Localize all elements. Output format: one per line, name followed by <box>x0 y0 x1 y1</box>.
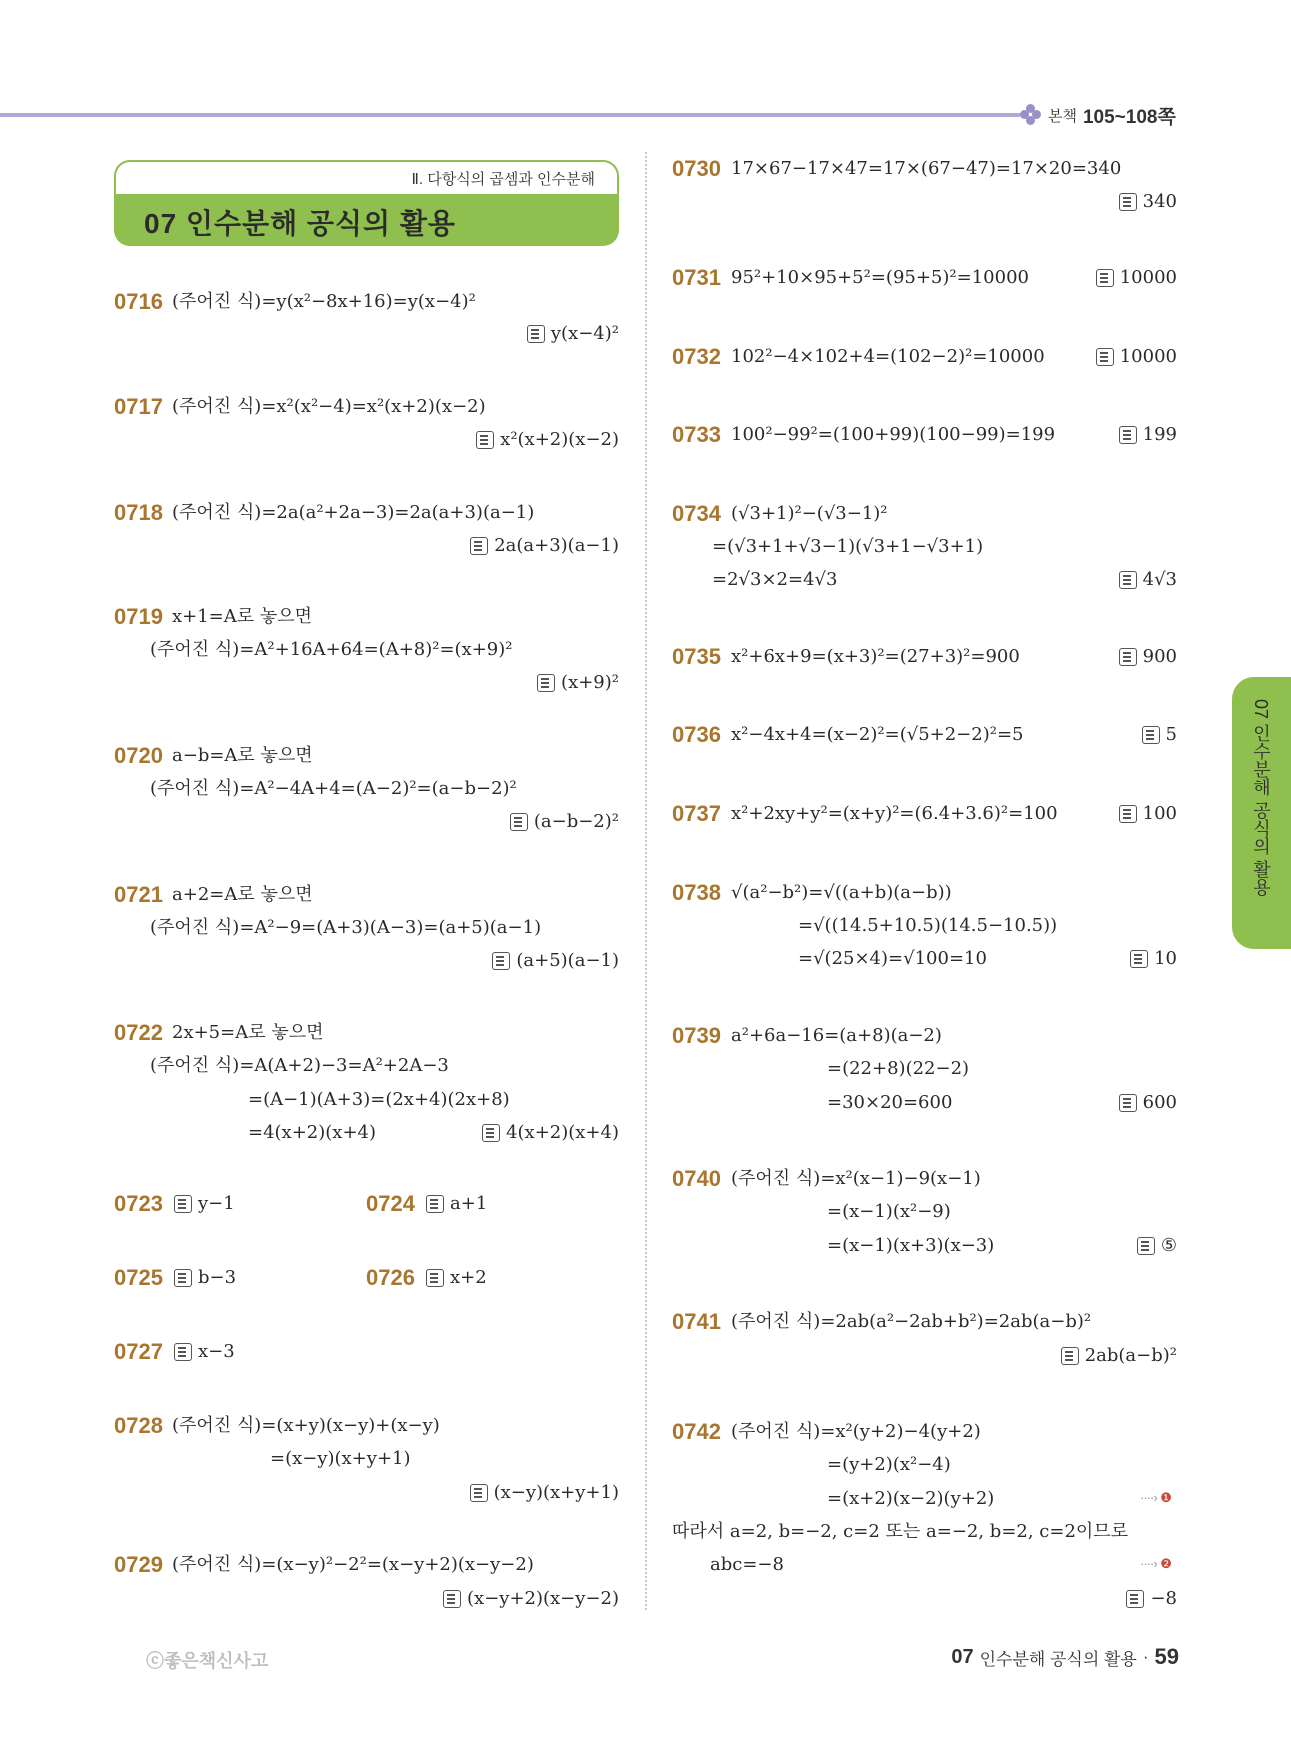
answer: x−3 <box>174 1340 235 1364</box>
solution-line: 102²−4×102+4=(102−2)²=10000 <box>731 346 1045 367</box>
solution-line: =(A−1)(A+3)=(2x+4)(2x+8) <box>248 1089 510 1110</box>
page-ref-range: 105~108쪽 <box>1082 106 1176 128</box>
page-reference <box>1020 101 1176 129</box>
solution-line: (주어진 식)=y(x²−8x+16)=y(x−4)² <box>172 291 476 312</box>
step-marker: ····› ❷ <box>1140 1556 1172 1571</box>
problem-number: 0716 <box>114 289 163 314</box>
chapter-part-bar <box>114 160 619 196</box>
problem-number: 0730 <box>672 156 721 181</box>
solution-line: =(y+2)(x²−4) <box>827 1454 951 1475</box>
solution-line: (주어진 식)=x²(x²−4)=x²(x+2)(x−2) <box>172 396 486 417</box>
solution-line: =4(x+2)(x+4) <box>248 1122 376 1143</box>
problem-number: 0729 <box>114 1552 163 1577</box>
solution-line: x²−4x+4=(x−2)²=(√5+2−2)²=5 <box>731 724 1024 745</box>
answer: (x−y+2)(x−y−2) <box>443 1587 619 1611</box>
chapter-title: 07 인수분해 공식의 활용 <box>144 208 456 239</box>
answer-icon <box>174 1343 192 1361</box>
answer: 4√3 <box>1119 568 1177 592</box>
solution-line: (주어진 식)=2ab(a²−2ab+b²)=2ab(a−b)² <box>731 1311 1092 1332</box>
solution-line: x²+6x+9=(x+3)²=(27+3)²=900 <box>731 646 1020 667</box>
solution-line: (주어진 식)=A²−4A+4=(A−2)²=(a−b−2)² <box>150 778 517 799</box>
problem-number: 0741 <box>672 1309 721 1334</box>
solution-line: =(x−1)(x²−9) <box>827 1201 951 1222</box>
answer-icon <box>1096 348 1114 366</box>
problem-number: 0734 <box>672 501 721 526</box>
side-tab <box>1232 677 1291 949</box>
solution-line: (주어진 식)=x²(y+2)−4(y+2) <box>731 1421 981 1442</box>
step-marker: ····› ❶ <box>1140 1490 1172 1505</box>
answer-icon <box>174 1195 192 1213</box>
solution-line: a²+6a−16=(a+8)(a−2) <box>731 1025 942 1046</box>
solution-line: (주어진 식)=A²−9=(A+3)(A−3)=(a+5)(a−1) <box>150 917 542 938</box>
answer: 5 <box>1142 723 1177 747</box>
footer-chapter-title: 인수분해 공식의 활용 <box>979 1649 1137 1669</box>
solution-line: =(22+8)(22−2) <box>827 1058 970 1079</box>
page-number: 59 <box>1154 1644 1179 1669</box>
answer: 340 <box>1119 190 1177 214</box>
page-footer <box>951 1644 1179 1670</box>
answer-icon <box>1119 571 1137 589</box>
solution-line: =√((14.5+10.5)(14.5−10.5)) <box>798 915 1058 936</box>
solution-line: =2√3×2=4√3 <box>712 569 838 590</box>
answer: 199 <box>1119 423 1177 447</box>
solution-line: =(x−1)(x+3)(x−3) <box>827 1235 995 1256</box>
answer: 900 <box>1119 645 1177 669</box>
answer-icon <box>1119 648 1137 666</box>
solution-line: √(a²−b²)=√((a+b)(a−b)) <box>731 882 952 903</box>
answer-icon <box>1119 426 1137 444</box>
solution-line: a+2=A로 놓으면 <box>172 884 313 905</box>
problem-number: 0731 <box>672 265 721 290</box>
answer: 2a(a+3)(a−1) <box>470 534 619 558</box>
answer: 10000 <box>1096 345 1177 369</box>
answer: (a−b−2)² <box>510 810 619 834</box>
solution-line: (√3+1)²−(√3−1)² <box>731 503 888 524</box>
answer: a+1 <box>426 1192 487 1216</box>
side-tab-label: 07 인수분해 공식의 활용 <box>1251 699 1271 897</box>
problem-number: 0728 <box>114 1413 163 1438</box>
solution-line: a−b=A로 놓으면 <box>172 745 313 766</box>
problem-number: 0717 <box>114 394 163 419</box>
problem-number: 0725 <box>114 1265 163 1290</box>
solution-line: 따라서 a=2, b=−2, c=2 또는 a=−2, b=2, c=2이므로 <box>672 1521 1129 1542</box>
problem-number: 0719 <box>114 604 163 629</box>
answer: ⑤ <box>1137 1234 1177 1258</box>
answer-icon <box>1119 193 1137 211</box>
problem-number: 0740 <box>672 1166 721 1191</box>
solution-line: (주어진 식)=A²+16A+64=(A+8)²=(x+9)² <box>150 639 513 660</box>
chapter-heading <box>114 160 619 246</box>
solution-line: =30×20=600 <box>827 1092 953 1113</box>
problem-number: 0737 <box>672 801 721 826</box>
answer: x²(x+2)(x−2) <box>476 428 619 452</box>
answer: −8 <box>1126 1587 1177 1611</box>
problem-number: 0735 <box>672 644 721 669</box>
answer-icon <box>1119 1094 1137 1112</box>
answer: 10000 <box>1096 266 1177 290</box>
problem-number: 0727 <box>114 1339 163 1364</box>
solution-line: abc=−8 <box>710 1554 784 1575</box>
answer-icon <box>470 1484 488 1502</box>
problem-number: 0720 <box>114 743 163 768</box>
solution-line: (주어진 식)=A(A+2)−3=A²+2A−3 <box>150 1055 449 1076</box>
answer-icon <box>443 1590 461 1608</box>
answer-icon <box>1126 1590 1144 1608</box>
answer-icon <box>1096 269 1114 287</box>
solution-line: x+1=A로 놓으면 <box>172 606 313 627</box>
answer: 10 <box>1130 947 1177 971</box>
header-rule <box>0 113 1020 117</box>
problem-number: 0732 <box>672 344 721 369</box>
bullet-dot: · <box>1142 1647 1149 1666</box>
solution-line: =(x−y)(x+y+1) <box>270 1448 411 1469</box>
problem-number: 0726 <box>366 1265 415 1290</box>
answer-icon <box>1142 726 1160 744</box>
answer-icon <box>470 537 488 555</box>
column-divider <box>645 152 647 1610</box>
answer-icon <box>537 674 555 692</box>
answer-icon <box>510 813 528 831</box>
problem-number: 0733 <box>672 422 721 447</box>
answer-icon <box>174 1269 192 1287</box>
solution-line: 2x+5=A로 놓으면 <box>172 1022 324 1043</box>
solution-line: 17×67−17×47=17×(67−47)=17×20=340 <box>731 158 1122 179</box>
answer-icon <box>482 1124 500 1142</box>
flower-dots-icon <box>1020 104 1042 126</box>
answer-icon <box>492 952 510 970</box>
answer: 600 <box>1119 1091 1177 1115</box>
solution-line: (주어진 식)=(x−y)²−2²=(x−y+2)(x−y−2) <box>172 1554 534 1575</box>
chapter-part: Ⅱ. 다항식의 곱셈과 인수분해 <box>411 171 595 188</box>
answer-icon <box>476 431 494 449</box>
problem-number: 0736 <box>672 722 721 747</box>
solution-line: =(√3+1+√3−1)(√3+1−√3+1) <box>712 536 984 557</box>
answer: y(x−4)² <box>527 322 619 346</box>
answer: 4(x+2)(x+4) <box>482 1121 619 1145</box>
problem-number: 0738 <box>672 880 721 905</box>
answer: (x+9)² <box>537 671 619 695</box>
problem-number: 0723 <box>114 1191 163 1216</box>
solution-line: =√(25×4)=√100=10 <box>798 948 987 969</box>
problem-number: 0742 <box>672 1419 721 1444</box>
answer-icon <box>1061 1347 1079 1365</box>
solution-line: x²+2xy+y²=(x+y)²=(6.4+3.6)²=100 <box>731 803 1058 824</box>
answer-icon <box>1137 1237 1155 1255</box>
answer-icon <box>426 1195 444 1213</box>
answer: (x−y)(x+y+1) <box>470 1481 619 1505</box>
solution-line: 100²−99²=(100+99)(100−99)=199 <box>731 424 1056 445</box>
answer: 100 <box>1119 802 1177 826</box>
footer-chapter-number: 07 <box>951 1645 974 1668</box>
answer: x+2 <box>426 1266 487 1290</box>
copyright: ⓒ좋은책신사고 <box>146 1651 269 1671</box>
page-ref-prefix: 본책 <box>1048 107 1077 125</box>
answer-icon <box>426 1269 444 1287</box>
problem-number: 0718 <box>114 500 163 525</box>
answer-icon <box>1130 950 1148 968</box>
problem-number: 0739 <box>672 1023 721 1048</box>
solution-line: (주어진 식)=2a(a²+2a−3)=2a(a+3)(a−1) <box>172 502 535 523</box>
answer: (a+5)(a−1) <box>492 949 619 973</box>
solution-line: =(x+2)(x−2)(y+2) <box>827 1488 995 1509</box>
answer: 2ab(a−b)² <box>1061 1344 1177 1368</box>
problem-number: 0724 <box>366 1191 415 1216</box>
solution-line: (주어진 식)=x²(x−1)−9(x−1) <box>731 1168 981 1189</box>
answer-icon <box>1119 805 1137 823</box>
problem-number: 0721 <box>114 882 163 907</box>
problem-number: 0722 <box>114 1020 163 1045</box>
answer: y−1 <box>174 1192 235 1216</box>
chapter-title-bar <box>114 194 619 246</box>
answer-icon <box>527 325 545 343</box>
solution-line: 95²+10×95+5²=(95+5)²=10000 <box>731 267 1029 288</box>
answer: b−3 <box>174 1266 236 1290</box>
solution-line: (주어진 식)=(x+y)(x−y)+(x−y) <box>172 1415 440 1436</box>
